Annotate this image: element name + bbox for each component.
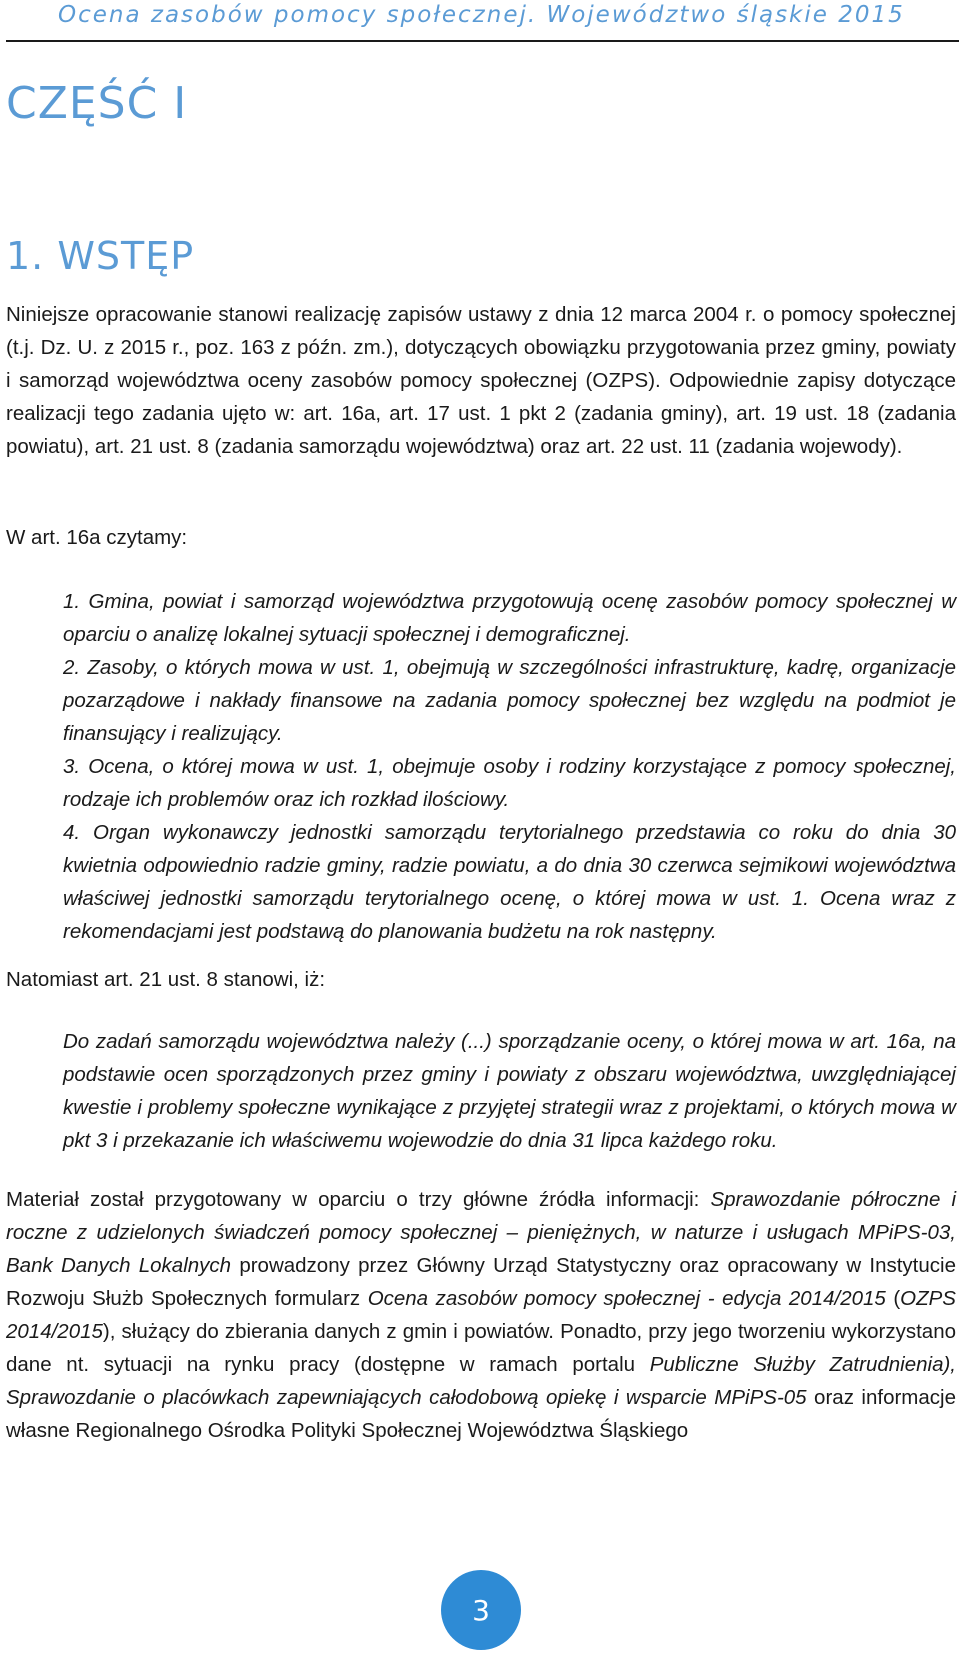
art16a-intro: W art. 16a czytamy: <box>6 526 188 549</box>
art21-quote: Do zadań samorządu województwa należy (...) sporządzanie oceny, o której mowa w art. 16a, na podstawie ocen sporządzonych przez gminy i powiaty z obszaru województwa, uwzględniającej kwestie i problemy społeczne wynikające z przyjętej strategii wraz z projektami, o których mowa w pkt 3 i przekazanie ich właściwemu wojewodzie do dnia 31 lipca każdego roku. <box>63 1030 956 1152</box>
art21-intro: Natomiast art. 21 ust. 8 stanowi, iż: <box>6 968 326 991</box>
material-source-2: Ocena zasobów pomocy społecznej - edycja 2014/2015 <box>367 1287 886 1310</box>
material-source-3: OZPS 2014/2015 <box>6 1287 956 1343</box>
art16a-quote <box>63 585 956 948</box>
section-heading: 1. WSTĘP <box>6 234 195 278</box>
material-text-3: ( <box>885 1287 901 1310</box>
intro-paragraph: Niniejsze opracowanie stanowi realizację zapisów ustawy z dnia 12 marca 2004 r. o pomocy społecznej (t.j. Dz. U. z 2015 r., poz. 163 z późn. zm.), dotyczących obowiązku przygotowania przez gminy, powiaty i samorząd województwa oceny zasobów pomocy społecznej (OZPS). Odpowiednie zapisy dotyczące realizacji tego zadania ujęto w: art. 16a, art. 17 ust. 1 pkt 2 (zadania gminy), art. 19 ust. 18 (zadania powiatu), art. 21 ust. 8 (zadania samorządu województwa) oraz art. 22 ust. 11 (zadania wojewody). <box>6 303 956 458</box>
material-text-4: ), służący do zbierania danych z gmin i powiatów. Ponadto, przy jego tworzeniu wykorzystano dane nt. sytuacji na rynku pracy (dostępne w ramach portalu <box>6 1320 956 1376</box>
part-heading: CZĘŚĆ I <box>6 78 188 129</box>
material-text-1: Materiał został przygotowany w oparciu o trzy główne źródła informacji: <box>6 1188 711 1211</box>
art16a-item-4: 4. Organ wykonawczy jednostki samorządu terytorialnego przedstawia co roku do dnia 30 kwietnia odpowiednio radzie gminy, radzie powiatu, a do dnia 30 czerwca sejmikowi województwa właściwej jednostki samorządu terytorialnego ocenę, o której mowa w ust. 1. Ocena wraz z rekomendacjami jest podstawą do planowania budżetu na rok następny. <box>63 821 956 943</box>
art16a-item-2: 2. Zasoby, o których mowa w ust. 1, obejmują w szczególności infrastrukturę, kadrę, organizacje pozarządowe i nakłady finansowe na zadania pomocy społecznej bez względu na podmiot je finansujący i realizujący. <box>63 656 956 745</box>
art16a-item-1: 1. Gmina, powiat i samorząd województwa przygotowują ocenę zasobów pomocy społecznej w oparciu o analizę lokalnej sytuacji społecznej i demograficznej. <box>63 590 956 646</box>
material-text-5: oraz informacje własne Regionalnego Ośrodka Polityki Społecznej Województwa Śląskiego <box>6 1386 956 1442</box>
material-source-1: Sprawozdanie półroczne i roczne z udzielonych świadczeń pomocy społecznej – pieniężnych, w naturze i usługach MPiPS-03, Bank Danych Lokalnych <box>6 1188 956 1277</box>
running-header: Ocena zasobów pomocy społecznej. Województwo śląskie 2015 <box>58 2 905 28</box>
header-divider <box>6 40 959 42</box>
material-paragraph <box>6 1183 956 1447</box>
page-number-badge: 3 <box>441 1570 521 1650</box>
art16a-item-3: 3. Ocena, o której mowa w ust. 1, obejmuje osoby i rodziny korzystające z pomocy społecznej, rodzaje ich problemów oraz ich rozkład ilościowy. <box>63 755 956 811</box>
material-text-2: prowadzony przez Główny Urząd Statystyczny oraz opracowany w Instytucie Rozwoju Służb Społecznych formularz <box>6 1254 956 1310</box>
material-source-4: Publiczne Służby Zatrudnienia), Sprawozdanie o placówkach zapewniających całodobową opiekę i wsparcie MPiPS-05 <box>6 1353 956 1409</box>
